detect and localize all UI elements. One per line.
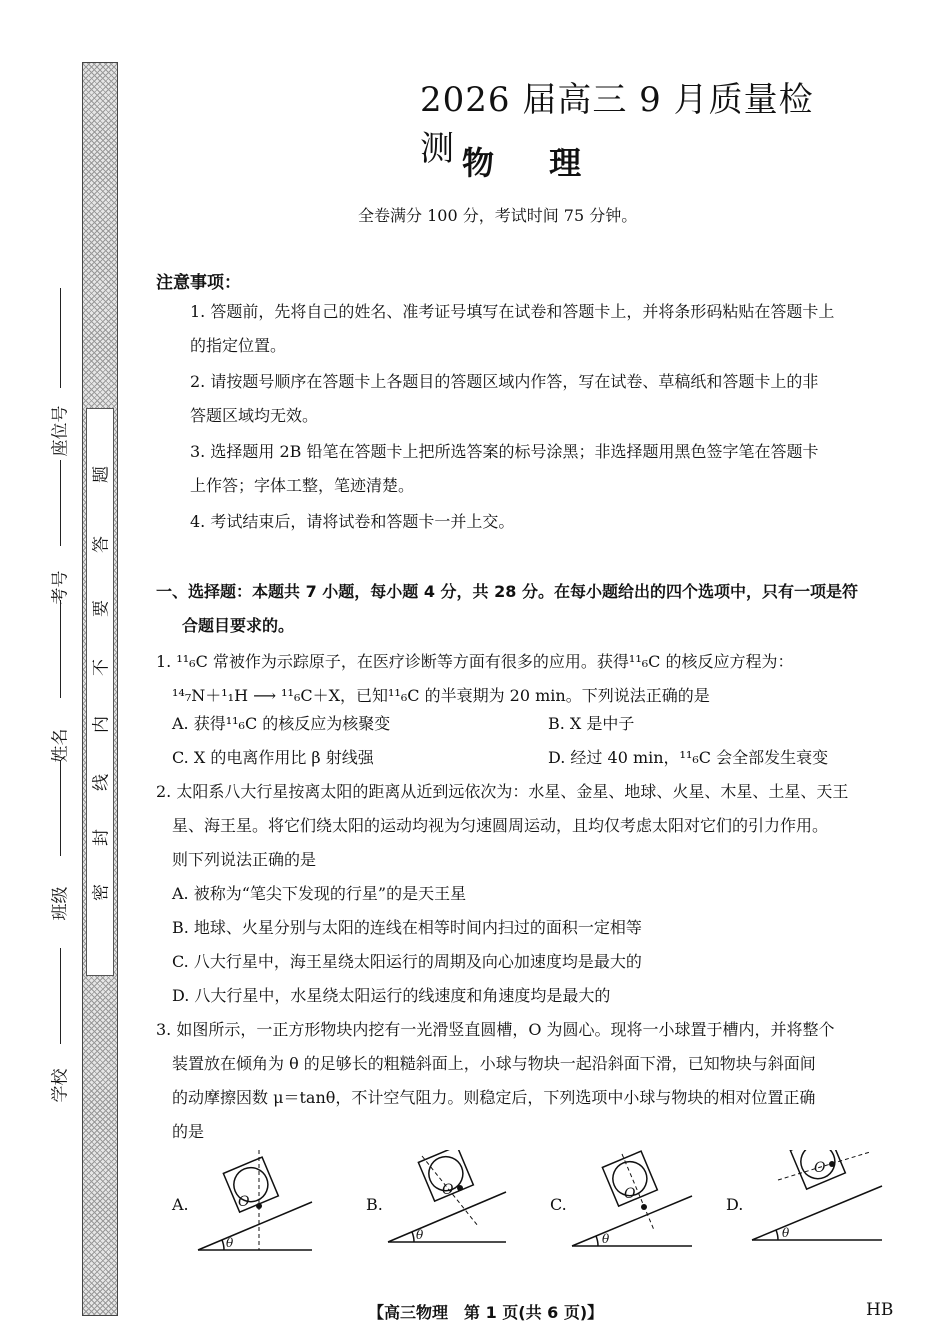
paper-code: HB	[866, 1300, 894, 1320]
seal-char: 线	[91, 774, 112, 791]
seat-number-label: 座位号	[50, 405, 71, 457]
exam-info: 全卷满分 100 分，考试时间 75 分钟。	[358, 206, 638, 225]
q1-option-d: D. 经过 40 min，¹¹₆C 会全部发生衰变	[548, 748, 829, 767]
seal-char: 答	[91, 536, 112, 553]
question-line: 的是	[172, 1122, 205, 1141]
center-label: O	[238, 1194, 250, 1210]
exam-number-label: 考号	[50, 570, 71, 605]
figure-b	[388, 1150, 506, 1242]
question-line: 1. ¹¹₆C 常被作为示踪原子，在医疗诊断等方面有很多的应用。获得¹¹₆C 的核反应方程为：	[156, 652, 794, 671]
class-field[interactable]	[60, 760, 61, 856]
q1-option-b: B. X 是中子	[548, 714, 635, 733]
question-3	[156, 1020, 916, 1142]
notice-line: 3. 选择题用 2B 铅笔在答题卡上把所选答案的标号涂黑；非选择题用黑色签字笔在答题卡	[190, 442, 819, 461]
question-line: 星、海王星。将它们绕太阳的运动均视为匀速圆周运动，且均仅考虑太阳对它们的引力作用。	[172, 816, 829, 835]
center-label: O	[624, 1186, 636, 1202]
question-line: ¹⁴₇N＋¹₁H ⟶ ¹¹₆C＋X，已知¹¹₆C 的半衰期为 20 min。下列说法正确的是	[172, 686, 710, 705]
subject-title: 物 理	[462, 144, 604, 182]
question-line: 2. 太阳系八大行星按离太阳的距离从近到远依次为：水星、金星、地球、火星、木星、土星、天王	[156, 782, 849, 801]
figure-label: A.	[172, 1195, 189, 1214]
question-2	[156, 782, 916, 870]
seal-char: 密	[91, 884, 112, 901]
question-line: 装置放在倾角为 θ 的足够长的粗糙斜面上，小球与物块一起沿斜面下滑，已知物块与斜面间	[172, 1054, 816, 1073]
q2-option-b: B. 地球、火星分别与太阳的连线在相等时间内扫过的面积一定相等	[172, 918, 642, 937]
school-label: 学校	[50, 1068, 71, 1103]
notice-line: 2. 请按题号顺序在答题卡上各题目的答题区域内作答，写在试卷、草稿纸和答题卡上的非	[190, 372, 819, 391]
center-label: O	[442, 1182, 454, 1198]
question-line: 3. 如图所示，一正方形物块内挖有一光滑竖直圆槽，O 为圆心。现将一小球置于槽内，并将整个	[156, 1020, 835, 1039]
notice-line: 4. 考试结束后，请将试卷和答题卡一并上交。	[190, 512, 515, 531]
class-label: 班级	[50, 886, 71, 921]
notice-item	[190, 372, 910, 426]
angle-label: θ	[602, 1232, 610, 1246]
figure-label: D.	[726, 1195, 744, 1214]
question-1	[156, 652, 916, 706]
name-label: 姓名	[50, 728, 71, 763]
question-line: 的动摩擦因数 μ＝tanθ，不计空气阻力。则稳定后，下列选项中小球与物块的相对位置正确	[172, 1088, 816, 1107]
seal-char: 封	[91, 829, 112, 846]
seal-char: 要	[91, 600, 112, 617]
notice-line: 1. 答题前，先将自己的姓名、准考证号填写在试卷和答题卡上，并将条形码粘贴在答题卡上	[190, 302, 835, 321]
section-heading	[156, 582, 916, 636]
page-footer: 【高三物理 第 1 页(共 6 页)】	[368, 1303, 604, 1322]
figure-c	[572, 1151, 692, 1246]
exam-number-field[interactable]	[60, 460, 61, 546]
section-line: 一、选择题：本题共 7 小题，每小题 4 分，共 28 分。在每小题给出的四个选项中，只有一项是符	[156, 582, 858, 601]
q1-option-c: C. X 的电离作用比 β 射线强	[172, 748, 374, 767]
seat-number-field[interactable]	[60, 288, 61, 388]
q2-option-a: A. 被称为“笔尖下发现的行星”的是天王星	[172, 884, 467, 903]
q1-option-a: A. 获得¹¹₆C 的核反应为核聚变	[172, 714, 391, 733]
angle-label: θ	[782, 1226, 790, 1240]
seal-char: 不	[91, 659, 112, 676]
figure-label: B.	[366, 1195, 383, 1214]
notice-line: 答题区域均无效。	[190, 406, 319, 425]
q2-option-c: C. 八大行星中，海王星绕太阳运行的周期及向心加速度均是最大的	[172, 952, 642, 971]
angle-label: θ	[226, 1236, 234, 1250]
angle-label: θ	[416, 1228, 424, 1242]
section-line: 合题目要求的。	[182, 616, 295, 635]
school-field[interactable]	[60, 948, 61, 1044]
notice-item	[190, 512, 910, 532]
q2-option-d: D. 八大行星中，水星绕太阳运行的线速度和角速度均是最大的	[172, 986, 611, 1005]
q3-figures	[160, 1150, 920, 1260]
center-label: O	[814, 1160, 826, 1176]
figure-d	[752, 1150, 882, 1240]
figure-label: C.	[550, 1195, 567, 1214]
notice-heading: 注意事项：	[156, 273, 241, 293]
seal-char: 内	[91, 716, 112, 733]
question-line: 则下列说法正确的是	[172, 850, 317, 869]
notice-item	[190, 302, 910, 356]
exam-title: 2026 届高三 9 月质量检测	[420, 80, 814, 169]
seal-char: 题	[91, 466, 112, 483]
name-field[interactable]	[60, 600, 61, 698]
notice-line: 的指定位置。	[190, 336, 287, 355]
notice-item	[190, 442, 910, 496]
notice-line: 上作答；字体工整，笔迹清楚。	[190, 476, 415, 495]
figure-a	[198, 1150, 312, 1250]
